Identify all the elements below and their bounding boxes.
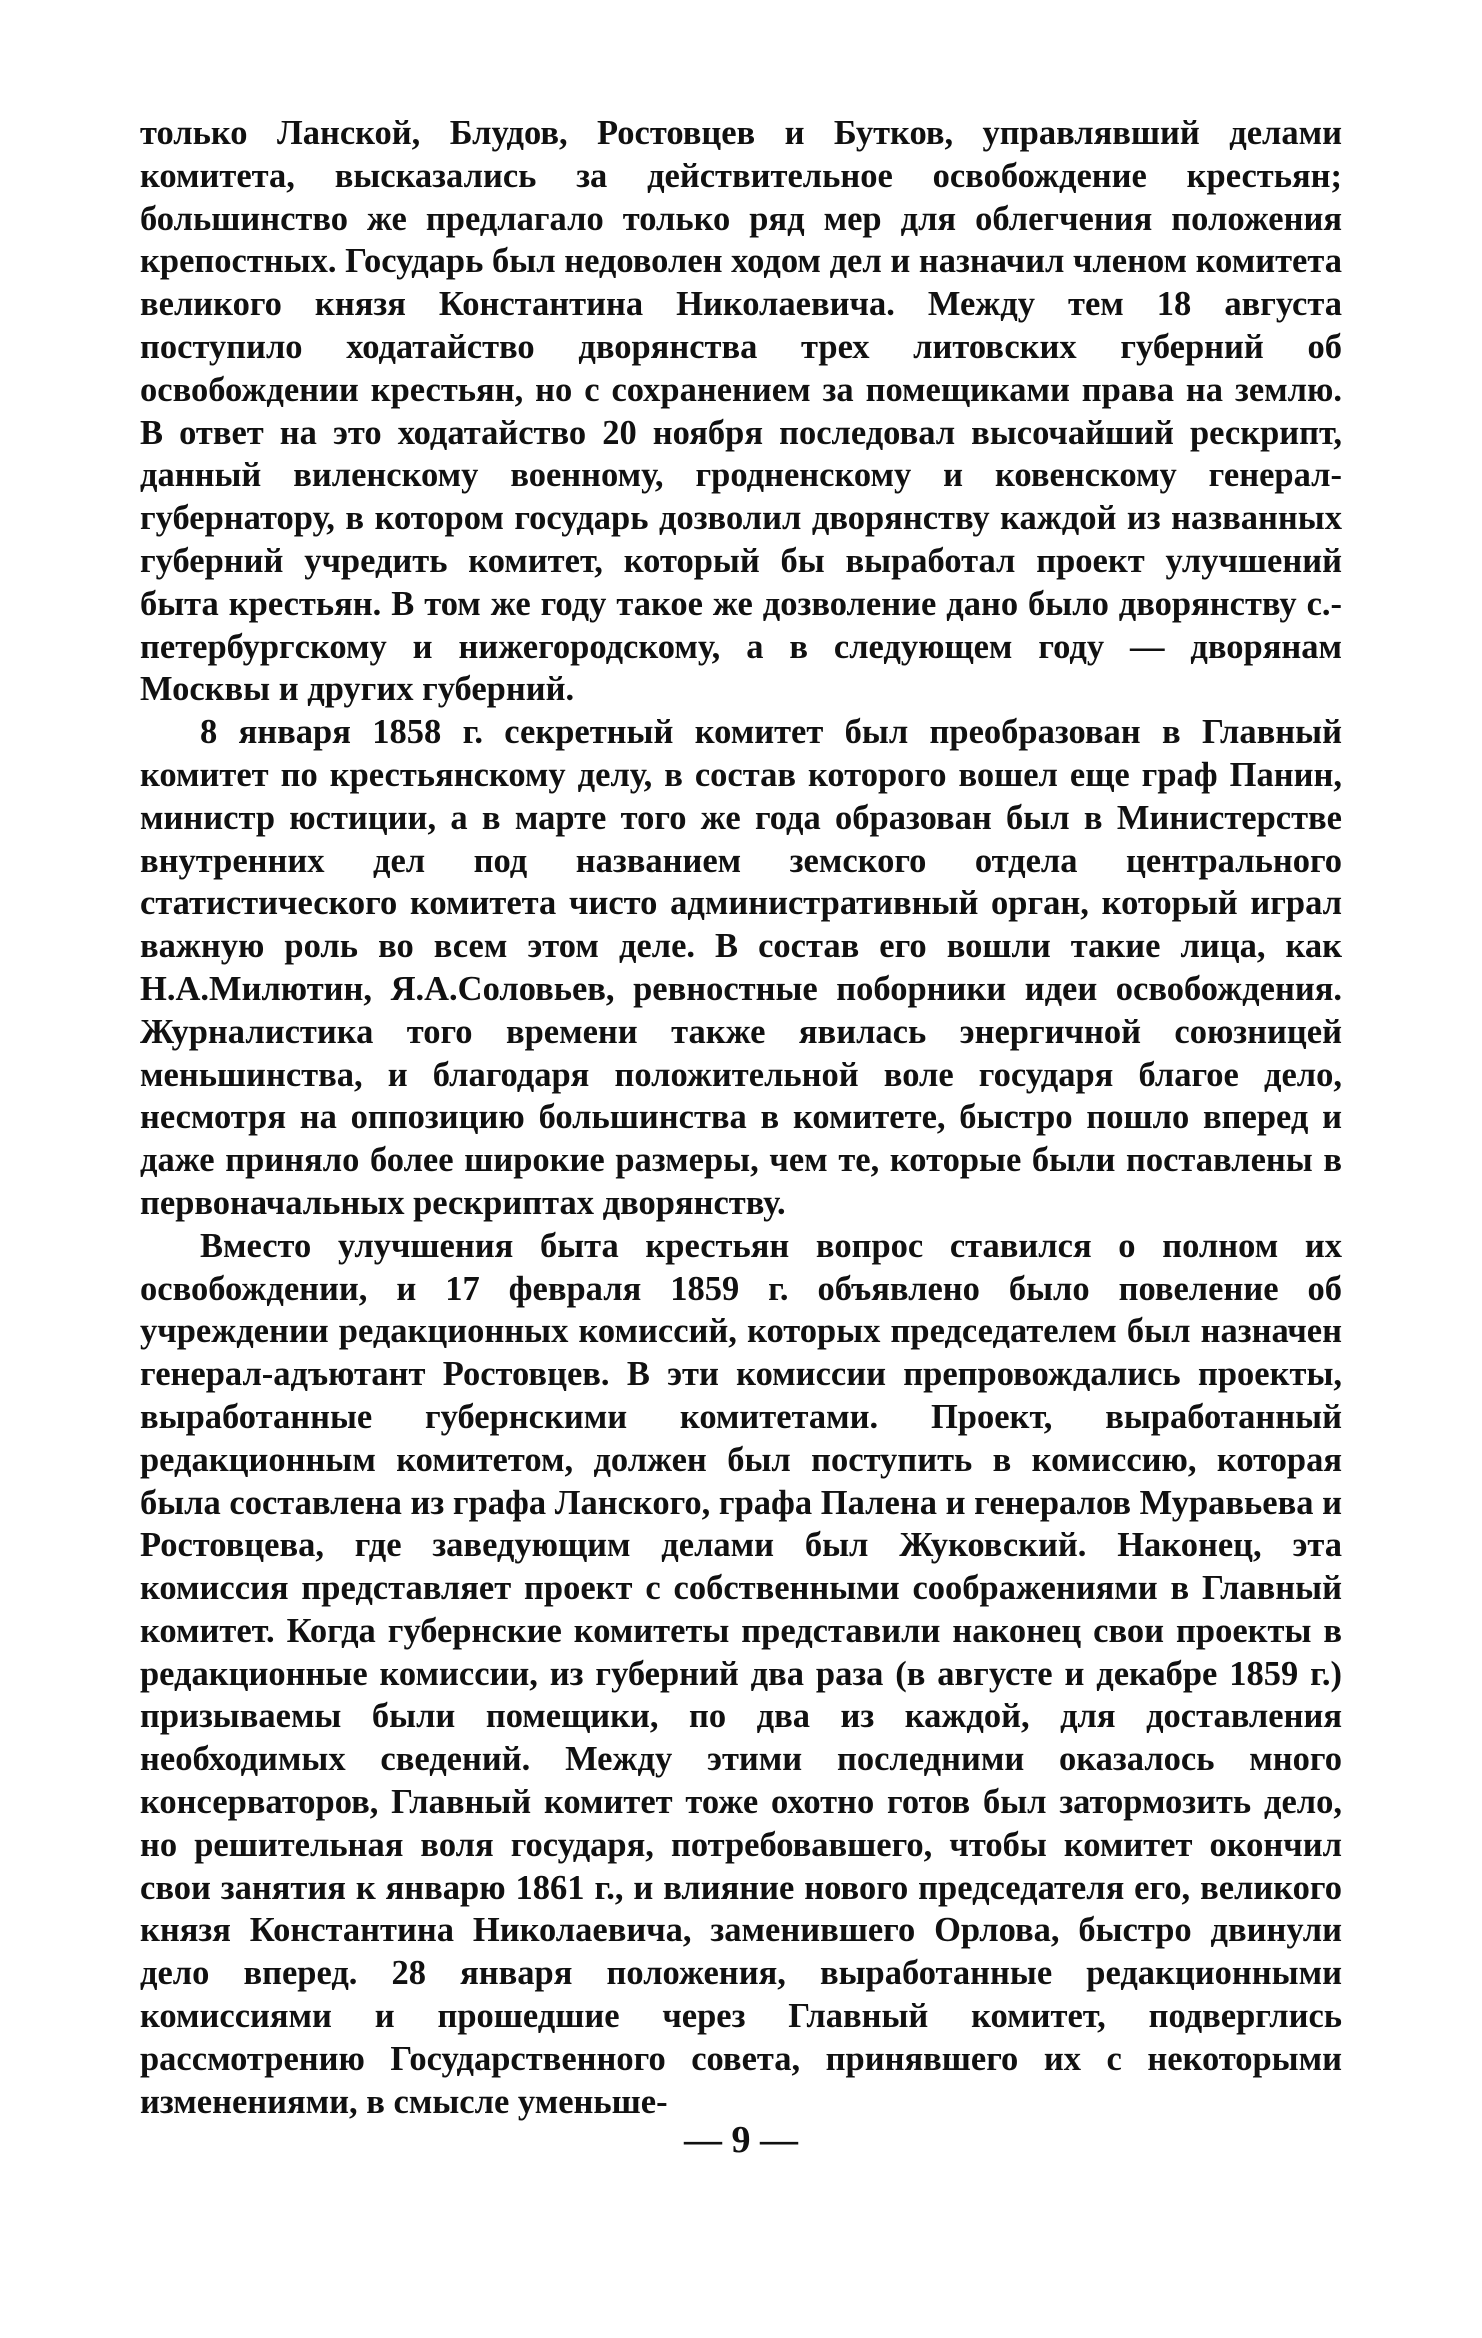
paragraph-1: только Ланской, Блудов, Ростовцев и Бутков, управлявший делами комитета, высказались за действительное освобождение крестьян; большинство же предлагало только ряд мер для облегчения положения крепостных. Государь был недоволен ходом дел и назначил членом комитета великого князя Константина Николаевича. Между тем 18 августа поступило ходатайство дворянства трех литовских губерний об освобождении крестьян, но с сохранением за помещиками права на землю. В ответ на это ходатайство 20 ноября последовал высочайший рескрипт, данный виленскому военному, гродненскому и ковенскому генерал-губернатору, в котором государь дозволил дворянству каждой из названных губерний учредить комитет, который бы выработал проект улучшений быта крестьян. В том же году такое же дозволение дано было дворянству с.-петербургскому и нижегородскому, а в следующем году — дворянам Москвы и других губерний.: [140, 114, 1342, 709]
paragraph-2: 8 января 1858 г. секретный комитет был преобразован в Главный комитет по крестьянскому делу, в состав которого вошел еще граф Панин, министр юстиции, а в марте того же года образован был в Министерстве внутренних дел под названием земского отдела центрального статистического комитета чисто административный орган, который играл важную роль во всем этом деле. В состав его вошли такие лица, как Н.А.Милютин, Я.А.Соловьев, ревностные поборники идеи освобождения. Журналистика того времени также явилась энергичной союзницей меньшинства, и благодаря положительной воле государя благое дело, несмотря на оппозицию большинства в комитете, быстро пошло вперед и даже приняло более широкие размеры, чем те, которые были поставлены в первоначальных рескриптах дворянству.: [140, 713, 1342, 1222]
page-body: [140, 112, 1342, 2123]
paragraph-3: Вместо улучшения быта крестьян вопрос ставился о полном их освобождении, и 17 февраля 1859 г. объявлено было повеление об учреждении редакционных комиссий, которых председателем был назначен генерал-адъютант Ростовцев. В эти комиссии препровождались проекты, выработанные губернскими комитетами. Проект, выработанный редакционным комитетом, должен был поступить в комиссию, которая была составлена из графа Ланского, графа Палена и генералов Муравьева и Ростовцева, где заведующим делами был Жуковский. Наконец, эта комиссия представляет проект с собственными соображениями в Главный комитет. Когда губернские комитеты представили наконец свои проекты в редакционные комиссии, из губерний два раза (в августе и декабре 1859 г.) призываемы были помещики, по два из каждой, для доставления необходимых сведений. Между этими последними оказалось много консерваторов, Главный комитет тоже охотно готов был затормозить дело, но решительная воля государя, потребовавшего, чтобы комитет окончил свои занятия к январю 1861 г., и влияние нового председателя его, великого князя Константина Николаевича, заменившего Орлова, быстро двинули дело вперед. 28 января положения, выработанные редакционными комиссиями и прошедшие через Главный комитет, подверглись рассмотрению Государственного совета, принявшего их с некоторыми изменениями, в смысле уменьше-: [140, 1226, 1342, 2121]
page-number: — 9 —: [684, 2119, 798, 2161]
